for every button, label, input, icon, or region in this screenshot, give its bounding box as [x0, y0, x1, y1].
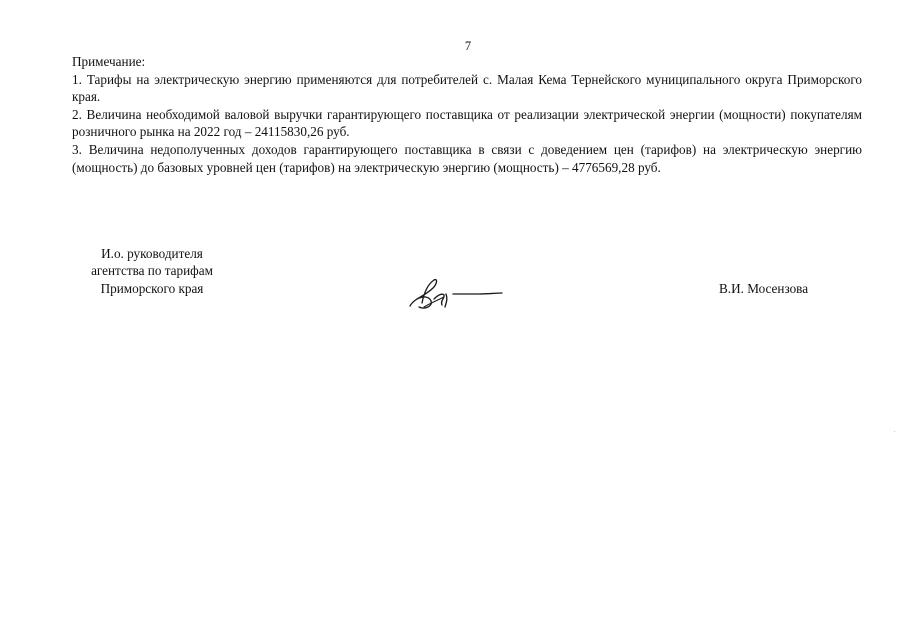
signer-name: В.И. Мосензова	[719, 281, 809, 296]
handwritten-signature-icon	[404, 276, 506, 312]
note-item-3: 3. Величина недополученных доходов гарантирующего поставщика в связи с доведением цен (тарифов) на электрическую энергию (мощность) до базовых уровней цен (тарифов) на электрическую энергию (мощность) – 4776569,28 руб.	[72, 141, 862, 175]
signer-position-line-3: Приморского края	[100, 280, 204, 296]
note-item-2: 2. Величина необходимой валовой выручки гарантирующего поставщика от реализации электрической энергии (мощности) покупателям розничного рынка на 2022 год – 24115830,26 руб.	[72, 106, 862, 140]
notes-title: Примечание:	[72, 54, 146, 69]
signer-position	[72, 245, 232, 297]
scan-edge-mark	[894, 431, 895, 432]
signer-position-line-1: И.о. руководителя	[101, 246, 203, 261]
notes-section	[72, 53, 862, 176]
note-item-1: 1. Тарифы на электрическую энергию применяются для потребителей с. Малая Кема Тернейского муниципального округа Приморского края.	[72, 71, 862, 105]
page-number: 7	[464, 39, 472, 53]
signer-position-line-2: агентства по тарифам	[91, 263, 213, 279]
